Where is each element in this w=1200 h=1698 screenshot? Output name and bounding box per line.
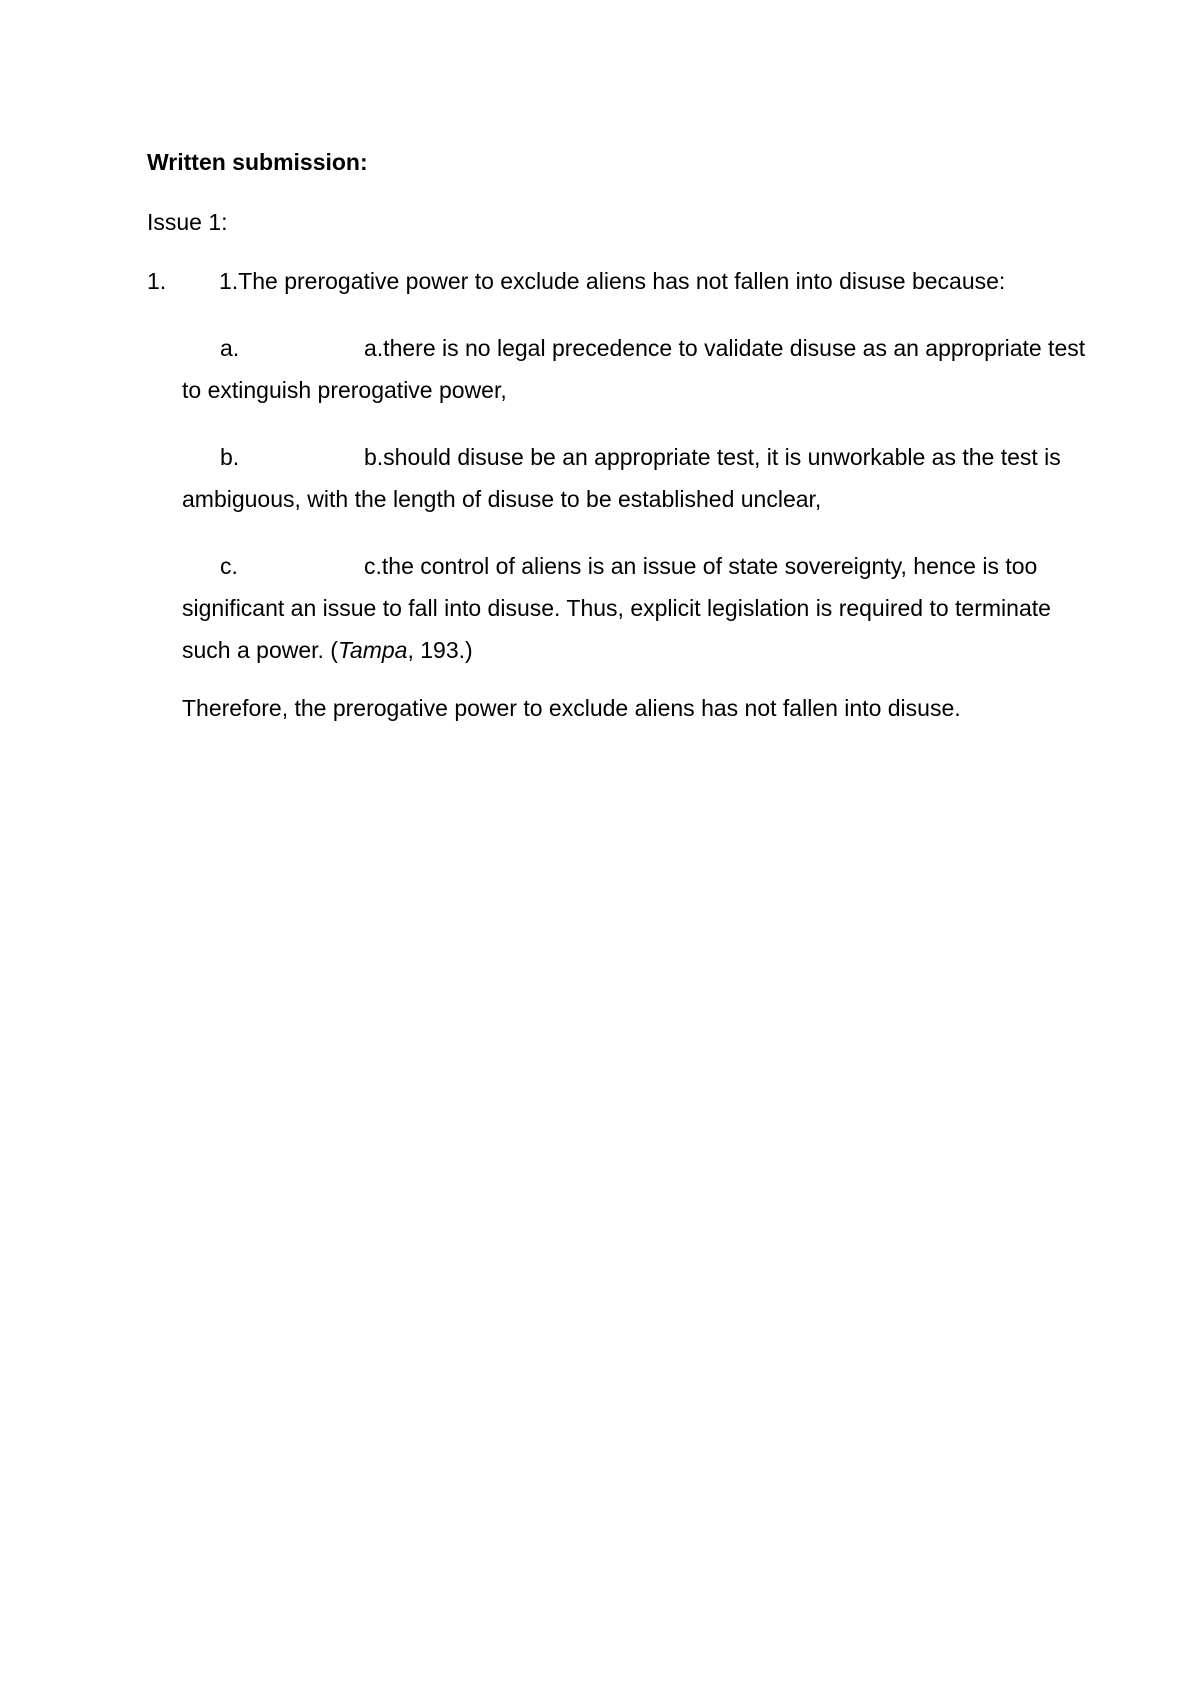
sub-item-marker: b. xyxy=(220,444,240,470)
citation-suffix: , 193.) xyxy=(407,637,473,663)
conclusion-paragraph: Therefore, the prerogative power to exclude aliens has not fallen into disuse. xyxy=(182,695,961,721)
sub-item-marker: a. xyxy=(220,335,240,361)
issue-label: Issue 1: xyxy=(147,209,228,235)
sub-item-first-line xyxy=(182,436,1142,478)
case-name-citation: Tampa xyxy=(337,637,408,663)
sub-item-c xyxy=(182,545,1142,671)
list-item-number: 1. xyxy=(147,268,167,294)
sub-item-a xyxy=(182,327,1142,411)
document-heading: Written submission: xyxy=(147,149,368,175)
sub-item-continuation: significant an issue to fall into disuse. Thus, explicit legislation is required to terminate xyxy=(182,595,1051,621)
sub-item-first-line xyxy=(182,545,1142,587)
sub-item-marker: c. xyxy=(220,553,238,579)
sub-item-lead-text: c.the control of aliens is an issue of state sovereignty, hence is too xyxy=(364,553,1038,579)
sub-item-continuation: ambiguous, with the length of disuse to be established unclear, xyxy=(182,486,822,512)
sub-item-lead-text: a.there is no legal precedence to validate disuse as an appropriate test xyxy=(364,335,1086,361)
citation-prefix: such a power. ( xyxy=(182,637,338,663)
sub-item-first-line xyxy=(182,327,1142,369)
sub-item-continuation: to extinguish prerogative power, xyxy=(182,377,507,403)
sub-item-b xyxy=(182,436,1142,520)
list-item-text: 1.The prerogative power to exclude aliens has not fallen into disuse because: xyxy=(219,268,1006,294)
citation-line xyxy=(182,629,1142,671)
sub-item-lead-text: b.should disuse be an appropriate test, it is unworkable as the test is xyxy=(364,444,1061,470)
